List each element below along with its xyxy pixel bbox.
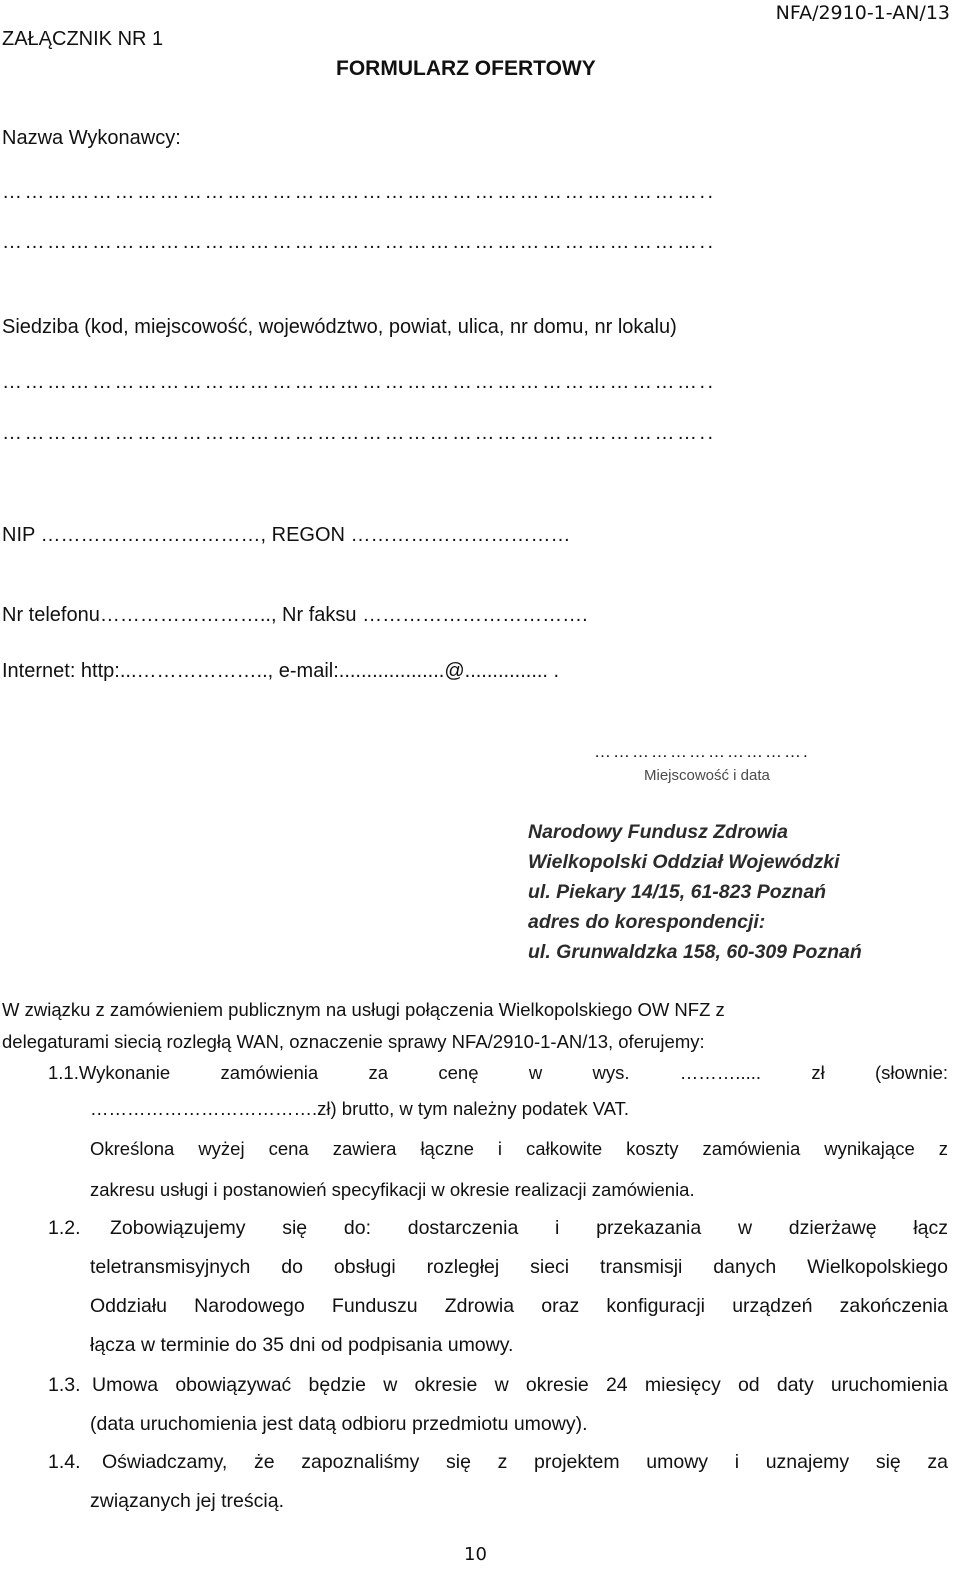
document-reference: NFA/2910-1-AN/13 [775, 2, 950, 24]
nip-regon-line: NIP ……………………………, REGON …………………………… [2, 524, 571, 546]
recipient-line-4: adres do korespondencji: [528, 911, 766, 933]
item-1-1-line-2: ……………………………….zł) brutto, w tym należny podatek VAT. [90, 1098, 630, 1119]
recipient-line-3: ul. Piekary 14/15, 61-823 Poznań [528, 881, 827, 903]
intro-line-1: W związku z zamówieniem publicznym na usługi połączenia Wielkopolskiego OW NFZ z [2, 999, 725, 1020]
item-1-1-line-4: zakresu usługi i postanowień specyfikacji w okresie realizacji zamówienia. [90, 1179, 695, 1200]
item-1-2-line-2: teletransmisyjnych do obsługi rozległej sieci transmisji danych Wielkopolskiego [90, 1256, 948, 1278]
item-1-2-line-1: Zobowiązujemy się do: dostarczenia i przekazania w dzierżawę łącz [110, 1217, 948, 1239]
contractor-name-label: Nazwa Wykonawcy: [2, 127, 181, 149]
page-number: 10 [464, 1544, 487, 1565]
recipient-line-5: ul. Grunwaldzka 158, 60-309 Poznań [528, 941, 862, 963]
item-1-4-number: 1.4. [48, 1451, 81, 1473]
attachment-label: ZAŁĄCZNIK NR 1 [2, 28, 164, 50]
item-1-4-line-1: Oświadczamy, że zapoznaliśmy się z projektem umowy i uznajemy się za [102, 1451, 948, 1473]
item-1-2-line-4: łącza w terminie do 35 dni od podpisania umowy. [90, 1334, 514, 1356]
item-1-1-line-1: 1.1.Wykonanie zamówienia za cenę w wys. ………..... zł (słownie: [48, 1062, 948, 1083]
seat-line-1: ………………………………………………………………………………….. [2, 371, 716, 393]
contractor-name-line-2: ………………………………………………………………………………….. [2, 231, 716, 253]
seat-line-2: ………………………………………………………………………………….. [2, 422, 716, 444]
item-1-4-line-2: związanych jej treścią. [90, 1490, 284, 1512]
seat-label: Siedziba (kod, miejscowość, województwo, powiat, ulica, nr domu, nr lokalu) [2, 316, 677, 338]
place-date-label: Miejscowość i data [644, 767, 770, 784]
item-1-1-line-3: Określona wyżej cena zawiera łączne i całkowite koszty zamówienia wynikające z [90, 1138, 948, 1159]
recipient-line-1: Narodowy Fundusz Zdrowia [528, 821, 789, 843]
place-date-dots: ……………………………. [594, 742, 810, 761]
page-title: FORMULARZ OFERTOWY [336, 57, 596, 80]
internet-email-line: Internet: http:...……………….., e-mail:...................@............... . [2, 660, 560, 682]
recipient-line-2: Wielkopolski Oddział Wojewódzki [528, 851, 840, 873]
contractor-name-line-1: ………………………………………………………………………………….. [2, 181, 716, 203]
item-1-3-line-1: Umowa obowiązywać będzie w okresie w okresie 24 miesięcy od daty uruchomienia [92, 1374, 948, 1396]
phone-fax-line: Nr telefonu…………………….., Nr faksu ……………………………. [2, 604, 588, 626]
item-1-3-number: 1.3. [48, 1374, 81, 1396]
item-1-3-line-2: (data uruchomienia jest datą odbioru przedmiotu umowy). [90, 1413, 588, 1435]
intro-line-2: delegaturami siecią rozległą WAN, oznaczenie sprawy NFA/2910-1-AN/13, oferujemy: [2, 1031, 705, 1052]
item-1-2-line-3: Oddziału Narodowego Funduszu Zdrowia oraz konfiguracji urządzeń zakończenia [90, 1295, 948, 1317]
item-1-2-number: 1.2. [48, 1217, 81, 1239]
